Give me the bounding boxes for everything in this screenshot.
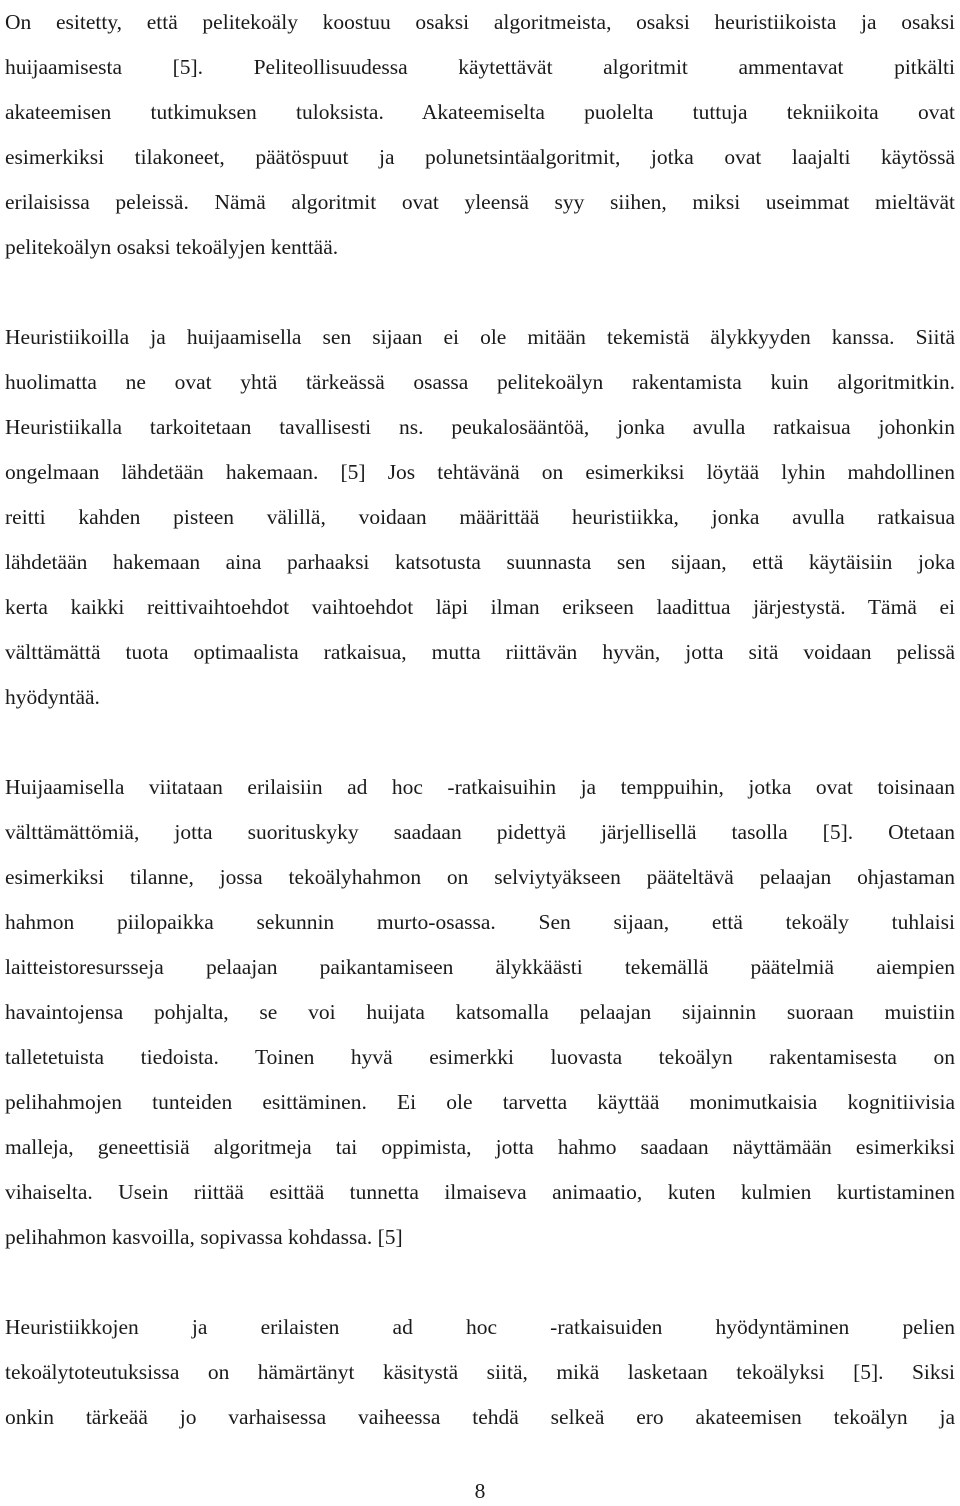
text-line: Heuristiikkojen ja erilaisten ad hoc -ratkaisuiden hyödyntäminen pelien xyxy=(5,1315,955,1339)
page-number: 8 xyxy=(474,1479,486,1503)
paragraph-gap xyxy=(5,1260,955,1305)
text-line: esimerkiksi tilakoneet, päätöspuut ja polunetsintäalgoritmit, jotka ovat laajalti käytössä xyxy=(5,145,955,169)
text-line: On esitetty, että pelitekoäly koostuu osaksi algoritmeista, osaksi heuristiikoista ja osaksi xyxy=(5,10,955,34)
body-text xyxy=(5,0,955,1440)
text-line: huolimatta ne ovat yhtä tärkeässä osassa pelitekoälyn rakentamista kuin algoritmitkin. xyxy=(5,370,955,394)
text-line: esimerkiksi tilanne, jossa tekoälyhahmon on selviytyäkseen pääteltävä pelaajan ohjastaman xyxy=(5,865,955,889)
text-line: välttämättä tuota optimaalista ratkaisua, mutta riittävän hyvän, jotta sitä voidaan pelissä xyxy=(5,640,955,664)
text-line: lähdetään hakemaan aina parhaaksi katsotusta suunnasta sen sijaan, että käytäisiin joka xyxy=(5,550,955,574)
text-line: akateemisen tutkimuksen tuloksista. Akateemiselta puolelta tuttuja tekniikoita ovat xyxy=(5,100,955,124)
text-line: Heuristiikalla tarkoitetaan tavallisesti ns. peukalosääntöä, jonka avulla ratkaisua johonkin xyxy=(5,415,955,439)
text-line: pelitekoälyn osaksi tekoälyjen kenttää. xyxy=(5,235,339,259)
paragraph-2 xyxy=(5,315,955,720)
paragraph-1 xyxy=(5,0,955,270)
text-line: välttämättömiä, jotta suorituskyky saadaan pidettyä järjellisellä tasolla [5]. Otetaan xyxy=(5,820,955,844)
text-line: tekoälytoteutuksissa on hämärtänyt käsitystä siitä, mikä lasketaan tekoälyksi [5]. Siksi xyxy=(5,1360,955,1384)
paragraph-4 xyxy=(5,1305,955,1440)
text-line: Heuristiikoilla ja huijaamisella sen sijaan ei ole mitään tekemistä älykkyyden kanssa. Siitä xyxy=(5,325,955,349)
text-line: laitteistoresursseja pelaajan paikantamiseen älykkäästi tekemällä päätelmiä aiempien xyxy=(5,955,955,979)
text-line: talletetuista tiedoista. Toinen hyvä esimerkki luovasta tekoälyn rakentamisesta on xyxy=(5,1045,955,1069)
text-line: havaintojensa pohjalta, se voi huijata katsomalla pelaajan sijainnin suoraan muistiin xyxy=(5,1000,955,1024)
text-line: pelihahmon kasvoilla, sopivassa kohdassa. [5] xyxy=(5,1225,403,1249)
text-line: Huijaamisella viitataan erilaisiin ad hoc -ratkaisuihin ja temppuihin, jotka ovat toisinaan xyxy=(5,775,955,799)
paragraph-gap xyxy=(5,270,955,315)
text-line: ongelmaan lähdetään hakemaan. [5] Jos tehtävänä on esimerkiksi löytää lyhin mahdollinen xyxy=(5,460,955,484)
text-line: hyödyntää. xyxy=(5,685,100,709)
text-line: kerta kaikki reittivaihtoehdot vaihtoehdot läpi ilman erikseen laadittua järjestystä. Tämä ei xyxy=(5,595,955,619)
text-line: erilaisissa peleissä. Nämä algoritmit ovat yleensä syy siihen, miksi useimmat mieltävät xyxy=(5,190,955,214)
text-line: malleja, geneettisiä algoritmeja tai oppimista, jotta hahmo saadaan näyttämään esimerkiksi xyxy=(5,1135,955,1159)
paragraph-gap xyxy=(5,720,955,765)
text-line: hahmon piilopaikka sekunnin murto-osassa. Sen sijaan, että tekoäly tuhlaisi xyxy=(5,910,955,934)
text-line: reitti kahden pisteen välillä, voidaan määrittää heuristiikka, jonka avulla ratkaisua xyxy=(5,505,955,529)
text-line: onkin tärkeää jo varhaisessa vaiheessa tehdä selkeä ero akateemisen tekoälyn ja xyxy=(5,1405,955,1429)
text-line: vihaiselta. Usein riittää esittää tunnetta ilmaiseva animaatio, kuten kulmien kurtistaminen xyxy=(5,1180,955,1204)
paragraph-3 xyxy=(5,765,955,1260)
text-line: huijaamisesta [5]. Peliteollisuudessa käytettävät algoritmit ammentavat pitkälti xyxy=(5,55,955,79)
text-line: pelihahmojen tunteiden esittäminen. Ei ole tarvetta käyttää monimutkaisia kognitiivisia xyxy=(5,1090,955,1114)
